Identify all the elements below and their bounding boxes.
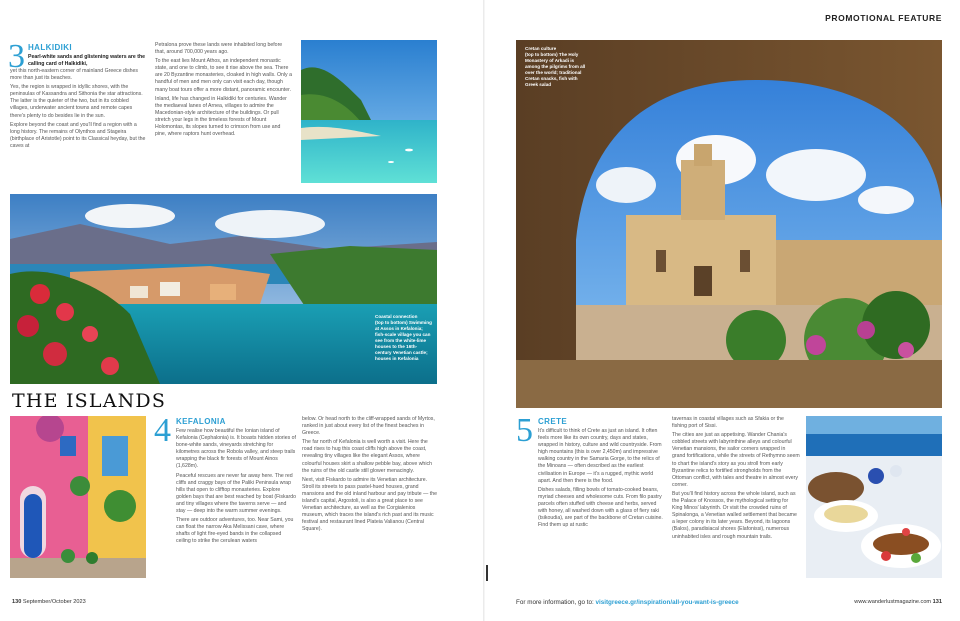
paragraph: yet this north-eastern corner of mainland Greece dishes more than just its beaches. — [10, 68, 139, 82]
paragraph: The cities are just as appetising. Wander Chania's cobbled streets with labyrinthine alleys and colourful Venetian mansions, the sailor corners wrapped in grand fortifications, while the streets of Rethymno seem to chart the island's story as you stroll from early Byzantine relics to fortified strongholds from the Ottoman conflict, with tales and theatre in almost every corner. — [672, 432, 800, 488]
right-page-number: 131 — [932, 599, 942, 605]
section-title-halkidiki: HALKIDIKI — [28, 43, 73, 52]
halkidiki-column-1 — [10, 68, 146, 152]
kefalonia-column-1 — [176, 428, 296, 548]
paragraph: To the east lies Mount Athos, an independent monastic state, and one to climb, to see it rise above the sea. There are 20 Byzantine monasteries, cloaked in high walls. Only a handful of men and men only can visit each day, though many boat tours offer a more distant, panoramic encounter. — [155, 58, 292, 93]
page-gutter-mark — [486, 565, 488, 581]
caption-heading: Cretan culture — [525, 46, 557, 51]
caption-heading: Coastal connection — [375, 314, 418, 319]
paragraph: Yes, the region is wrapped in idyllic shores, with the peninsulas of Kassandra and Sithonia the star attractions. The latter is the quieter of the two, but in its cobbled villages, underwater ancient towns and remote capes there's plenty to do besides lie in the sun. — [10, 84, 143, 119]
section-number-halkidiki: 3 — [8, 38, 25, 75]
crete-column-2 — [672, 416, 800, 543]
section-title-kefalonia: KEFALONIA — [176, 417, 226, 426]
caption-body: (top to bottom) Swimming at Assos in Kefalonia; fish-scale village you can see from the white-lime houses to the 16th-century Venetian castle; houses in Kefalonia — [375, 320, 432, 361]
right-page-folio — [854, 599, 942, 605]
crete-column-1 — [538, 428, 666, 531]
halkidiki-column-2 — [155, 42, 293, 140]
paragraph: The far north of Kefalonia is well worth a visit. Here the road rises to hug this coast cliffs high above the coast, revealing tiny villages like the elegant Assos, where colourful houses skirt a shallow pebble bay, above which the ruins of the old castle still glower menacingly. — [302, 439, 432, 474]
paragraph: There are outdoor adventures, too. Near Sami, you can float the narrow Aka Melissani cave, where shafts of light fire-eyed bands in the collapsed ceiling to strike the cerulean waters — [176, 517, 294, 545]
paragraph: Explore beyond the coast and you'll find a region with a long history. The remains of Olynthos and Stageira (birthplace of Aristotle) point to its Classical heyday, but the caves at — [10, 121, 146, 149]
paragraph: Peaceful rescues are never far away here. The red cliffs and craggy bays of the Paliki Peninsula wrap hills that open to clifftop monasteries. Explore golden bays that are best reached by boat (Fiskardo and tiny villages where the taverns serve — and stay — deep into the warm summer evenings. — [176, 472, 296, 515]
page-gutter — [483, 0, 485, 621]
paragraph: Few realise how beautiful the Ionian island of Kefalonia (Cephalonia) is. It boasts hidden stories of bone-white sands, vineyards stretching for kilometres across the Robola valley, and steep trails wrapping the black fir forests of Mount Ainos (1,628m). — [176, 428, 296, 470]
halkidiki-lead-text: Pearl-white sands and glistening waters are the calling card of Halkidiki, — [28, 54, 146, 68]
website-url: www.wanderlustmagazine.com — [854, 599, 932, 605]
left-page-folio — [12, 599, 86, 605]
paragraph: below. Or head north to the cliff-wrapped sands of Myrtos, ranked in just about every list of the finest beaches in Greece. — [302, 416, 435, 437]
halkidiki-lead — [28, 54, 146, 68]
kefalonia-column-2 — [302, 416, 437, 536]
paragraph: It's difficult to think of Crete as just an island. It often feels more like its own country, days and states, wrapped in history, culture and wild countryside. From high mountains (this is over 2,450m) and impressive walking country in the Samaria Gorge, to the relics of the Minoans — often described as the earliest civilisation in Europe — it's a rugged, mythic world apart. And then there is the food. — [538, 428, 662, 484]
section-number-crete: 5 — [516, 412, 533, 449]
paragraph: Inland, life has changed in Halkidiki for centuries. Wander the mediaeval lanes of Arnea, villages to admire the Macedonian-style architecture of the buildings. Or pull stretch your legs in the timeless forests of Mount Holomontas, its slopes turned to crimson from use and pine, where raptors hunt overhead. — [155, 95, 287, 138]
crete-food-photo — [806, 416, 942, 578]
paragraph: But you'll find history across the whole island, such as the Palace of Knossos, the mythological setting for King Minos' labyrinth. Or visit the crowded ruins of Spinalonga, a Venetian walled settlement that became a leper colony in its later years. Beyond, its lagoons (Balos), paradisiacal shores (Elafonissi), numerous uninhabited isles and rough mountain trails. — [672, 490, 797, 540]
more-info-footer — [516, 599, 739, 606]
more-info-link[interactable]: visitgreece.gr/inspiration/all-you-want-is-greece — [595, 599, 739, 606]
paragraph: tavernas in coastal villages such as Sfakia or the fishing port of Sissi. — [672, 416, 784, 430]
crete-photo-caption — [525, 46, 587, 88]
paragraph: Dishes salads, filling bowls of tomato-cooked beans, myriad cheeses and wholesome cuts. From filo pastry parcels often stuffed with cheese and herbs, served with honey, all washed down with a glass of fiery raki (tsikoudia), are part of the backbone of Cretan cuisine. Find them up at rustic — [538, 486, 663, 529]
crete-arkadi-monastery-photo — [516, 40, 942, 408]
issue-date: September/October 2023 — [22, 599, 86, 605]
kefalonia-assos-photo — [10, 194, 437, 384]
paragraph: Petralona prove these lands were inhabited long before that, around 700,000 years ago. — [155, 42, 283, 56]
halkidiki-beach-photo — [301, 40, 437, 183]
section-title-crete: CRETE — [538, 417, 568, 426]
more-info-text: For more information, go to: — [516, 599, 594, 606]
paragraph: Next, visit Fiskardo to admire its Venetian architecture. Stroll its streets to pass pastel-hued houses, grand mansions and the old inland harbour and pay tribute — the island's capital, Argostoli, is also a great place to see Venetian architecture, as well as the Corgialenios museum, which traces the island's rich past and its music festival and restaurant lined Plateia Valianou (Central Square). — [302, 476, 437, 533]
kefalonia-photo-caption — [375, 314, 433, 362]
promotional-feature-label: PROMOTIONAL FEATURE — [825, 13, 942, 23]
section-number-kefalonia: 4 — [154, 412, 171, 449]
kefalonia-village-house-photo — [10, 416, 146, 578]
the-islands-heading: THE ISLANDS — [12, 390, 167, 412]
left-page-number: 130 — [12, 599, 22, 605]
caption-body: (top to bottom) The Holy Monastery of Arkadi is among the pilgrims from all over the world; traditional Cretan snacks, fish with Greek salad — [525, 52, 586, 87]
